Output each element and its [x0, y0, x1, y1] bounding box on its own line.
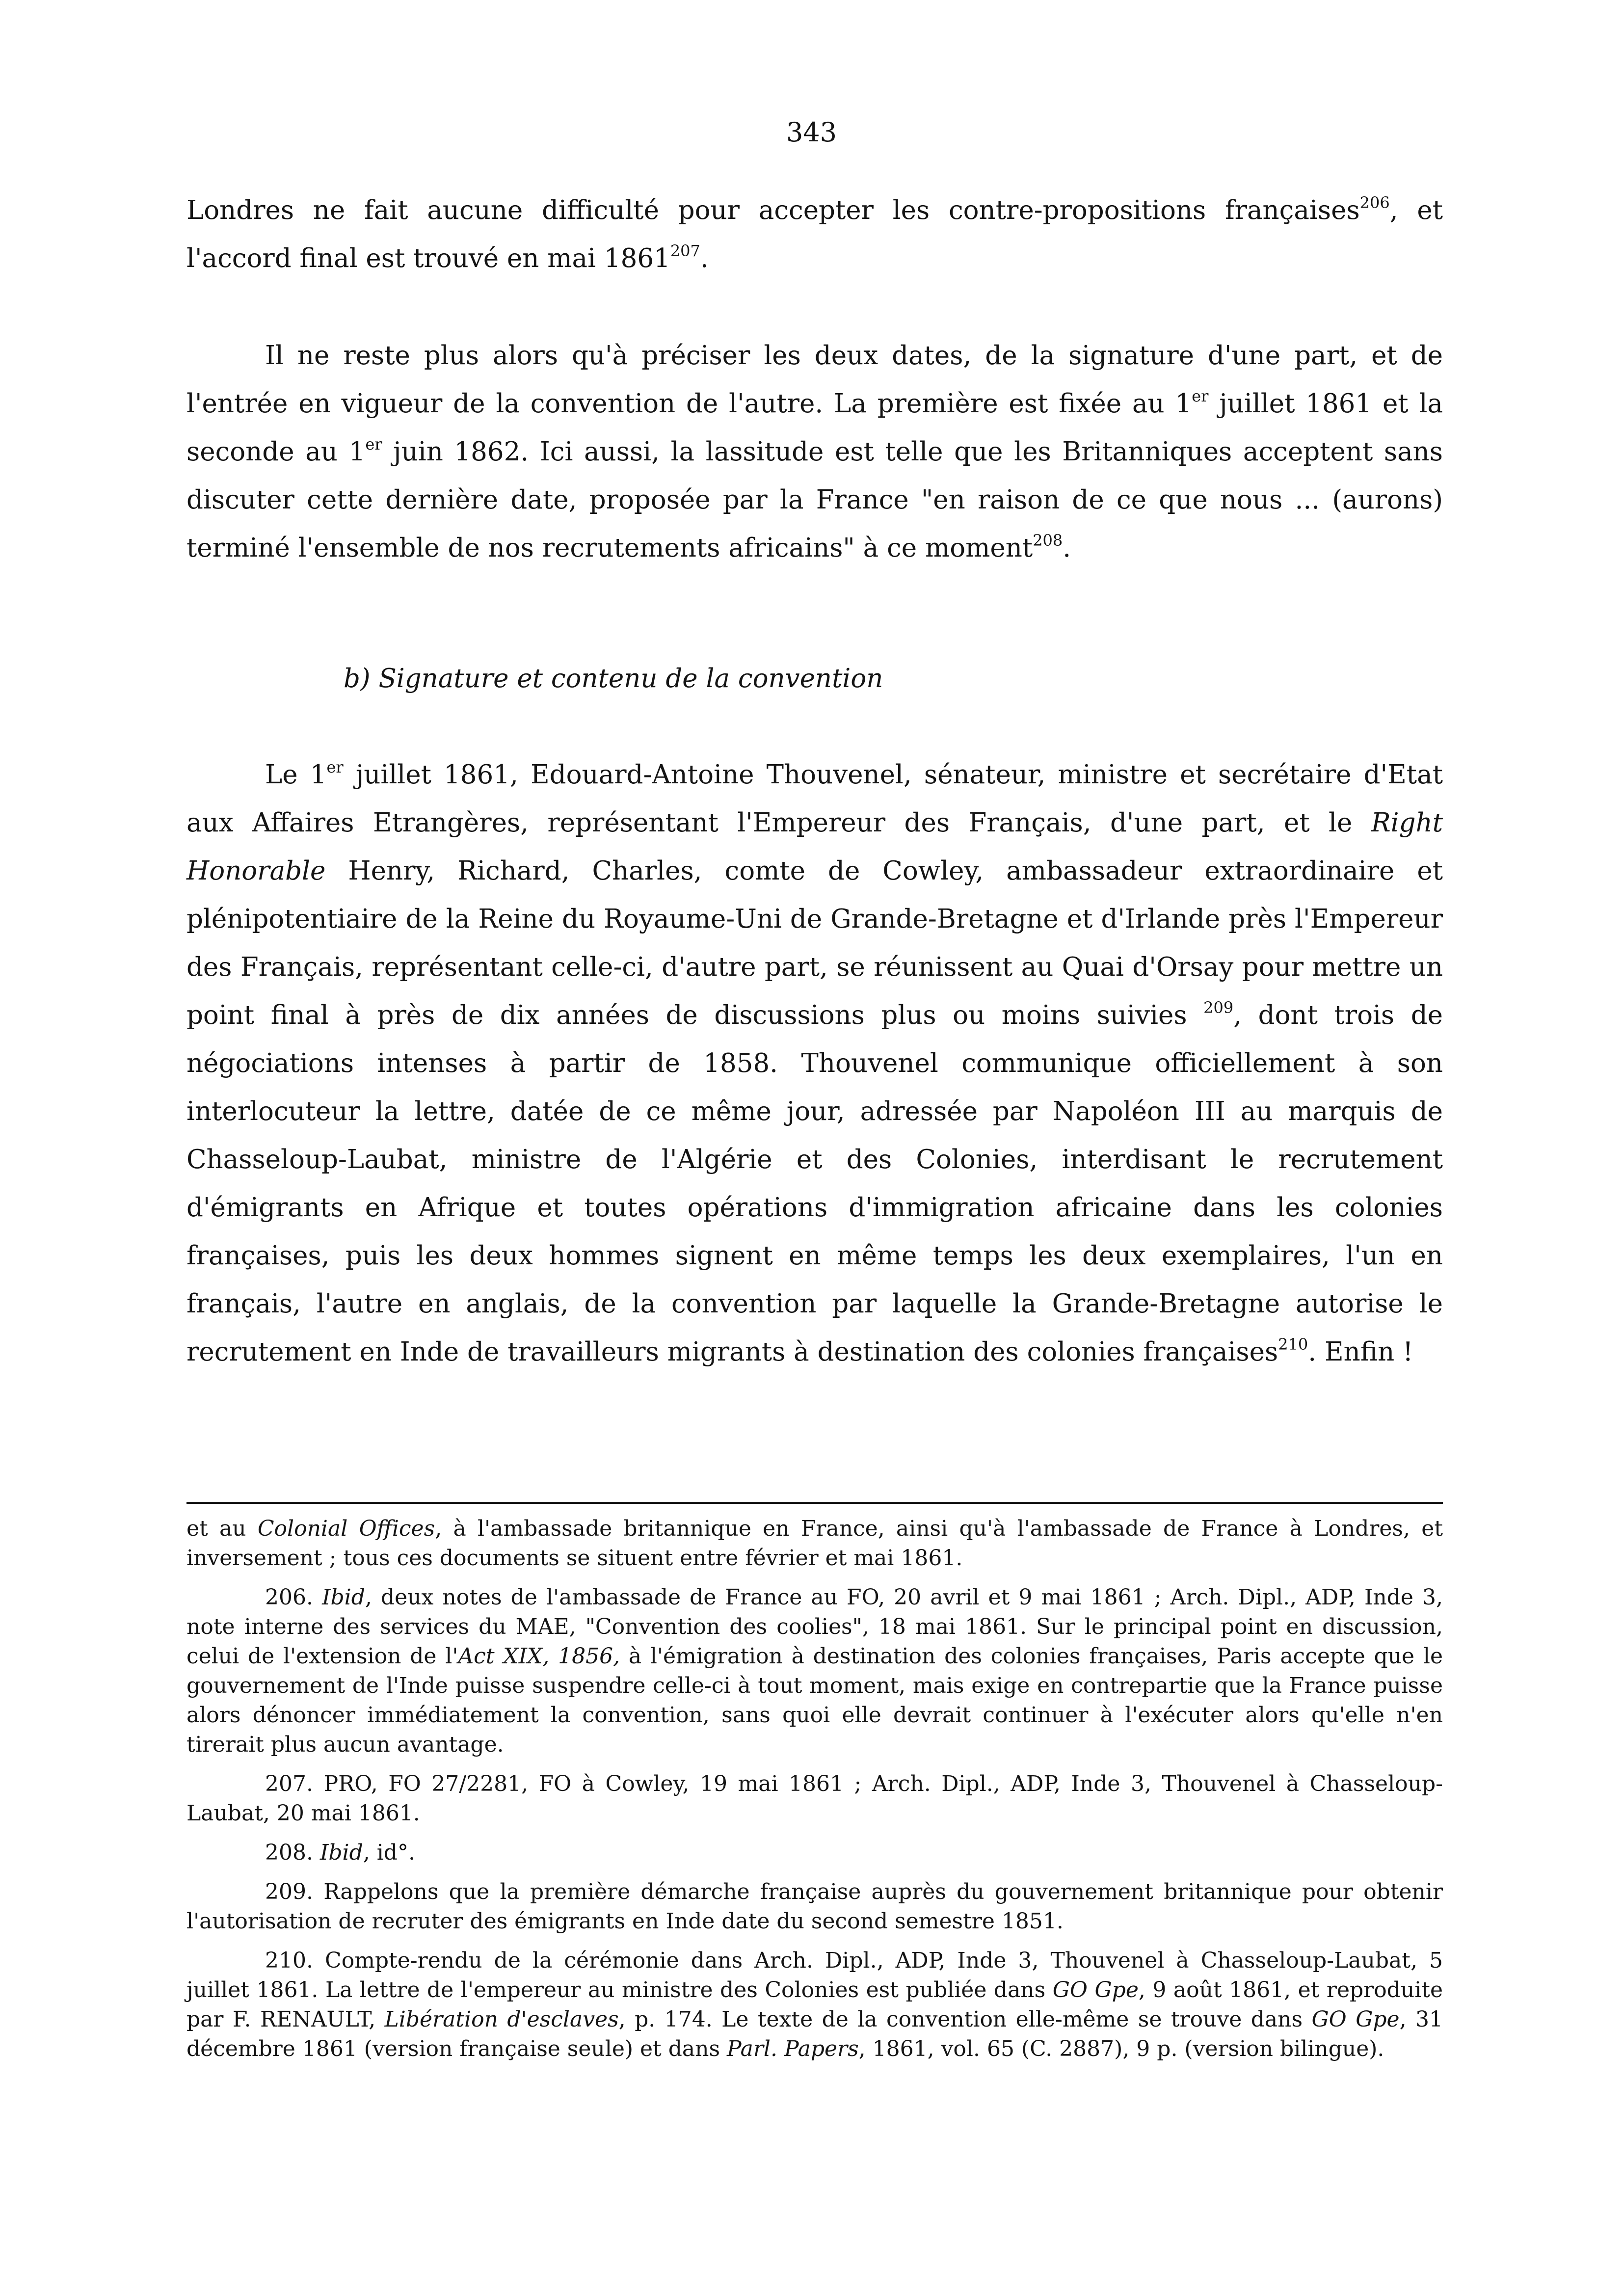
text-run: 210. Compte-rendu de la cérémonie dans Arch. Dipl., ADP, Inde 3, Thouvenel à Chasseloup-Laubat, 5 juillet 1861. La lettre de l'empereur au ministre des Colonies est publiée dans [186, 1948, 1443, 2002]
paragraph-1 [186, 187, 1443, 283]
text-run: 207. PRO, FO 27/2281, FO à Cowley, 19 mai 1861 ; Arch. Dipl., ADP, Inde 3, Thouvenel à Chasseloup-Laubat, 20 mai 1861. [186, 1771, 1443, 1826]
footnote-207 [186, 1769, 1443, 1828]
footnote-ref-206[interactable]: 206 [1359, 193, 1390, 212]
footnote-ref-210[interactable]: 210 [1278, 1335, 1308, 1354]
text-run: , 1861, vol. 65 (C. 2887), 9 p. (version bilingue). [858, 2036, 1384, 2061]
footnote-ref-209[interactable]: 209 [1203, 998, 1234, 1017]
text-run: , 31 décembre 1861 (version française seule) et dans [186, 2007, 1443, 2061]
text-run: 206. [265, 1585, 322, 1610]
footnote-208 [186, 1838, 1443, 1868]
italic-text: GO Gpe [1311, 2007, 1400, 2032]
text-run: , id°. [363, 1840, 415, 1865]
text-run: Le 1 [265, 760, 327, 790]
text-run: , deux notes de l'ambassade de France au FO, 20 avril et 9 mai 1861 ; Arch. Dipl., ADP, Inde 3, note interne des services du MAE, "Convention des coolies", 18 mai 1861. Sur le principal point en discussion, celui de l'extension de l' [186, 1585, 1443, 1669]
italic-text: Parl. Papers [727, 2036, 859, 2061]
text-run: , p. 174. Le texte de la convention elle-même se trouve dans [618, 2007, 1312, 2032]
text-run: juin 1862. Ici aussi, la lassitude est telle que les Britanniques acceptent sans discuter cette dernière date, proposée par la France "en raison de ce que nous ... (aurons) terminé l'ensemble de nos recrutements africains" à ce moment [186, 437, 1443, 563]
superscript-er: er [365, 435, 382, 454]
text-run: Londres ne fait aucune difficulté pour accepter les contre-propositions françaises [186, 195, 1360, 225]
text-run: Henry, Richard, Charles, comte de Cowley, ambassadeur extraordinaire et plénipotentiaire de la Reine du Royaume-Uni de Grande-Bretagne et d'Irlande près l'Empereur des Français, représentant celle-ci, d'autre part, se réunissent au Quai d'Orsay pour mettre un point final à près de dix années de discussions plus ou moins suivies [186, 856, 1443, 1030]
spacer [186, 703, 1443, 751]
footnote-separator [186, 1502, 1443, 1504]
italic-text: Ibid [319, 1840, 363, 1865]
text-run: juillet 1861, Edouard-Antoine Thouvenel, sénateur, ministre et secrétaire d'Etat aux Affaires Etrangères, représentant l'Empereur des Français, d'une part, et le [186, 760, 1443, 838]
italic-text: GO Gpe [1052, 1977, 1139, 2002]
superscript-er: er [1192, 387, 1209, 405]
body-text [186, 187, 1443, 1376]
italic-text: Colonial Offices [257, 1516, 435, 1541]
footnote-209 [186, 1877, 1443, 1936]
footnote-ref-207[interactable]: 207 [670, 241, 700, 260]
text-run: . Enfin ! [1308, 1337, 1413, 1367]
paragraph-2 [186, 332, 1443, 572]
text-run: . [700, 243, 709, 273]
text-run: . [1063, 533, 1071, 563]
superscript-er: er [326, 758, 344, 776]
text-run: , 9 août 1861, et reproduite par F. RENAULT, [186, 1977, 1443, 2032]
spacer [186, 283, 1443, 332]
italic-text: Right Honorable [186, 808, 1443, 886]
text-run: juillet 1861 et la seconde au 1 [186, 389, 1443, 467]
footnote-continuation [186, 1514, 1443, 1573]
text-run: , dont trois de négociations intenses à partir de 1858. Thouvenel communique officiellement à son interlocuteur la lettre, datée de ce même jour, adressée par Napoléon III au marquis de Chasseloup-Laubat, ministre de l'Algérie et des Colonies, interdisant le recrutement d'émigrants en Afrique et toutes opérations d'immigration africaine dans les colonies françaises, puis les deux hommes signent en même temps les deux exemplaires, l'un en français, l'autre en anglais, de la convention par laquelle la Grande-Bretagne autorise le recrutement en Inde de travailleurs migrants à destination des colonies françaises [186, 1000, 1443, 1367]
italic-text: Libération d'esclaves [384, 2007, 619, 2032]
text-run: à l'émigration à destination des colonies françaises, Paris accepte que le gouvernement de l'Inde puisse suspendre celle-ci à tout moment, mais exige en contrepartie que la France puisse alors dénoncer immédiatement la convention, sans quoi elle devrait continuer à l'exécuter alors qu'elle n'en tirerait plus aucun avantage. [186, 1644, 1443, 1757]
italic-text: Act XIX, 1856, [458, 1644, 620, 1669]
spacer [186, 572, 1443, 655]
footnote-206 [186, 1583, 1443, 1760]
text-run: Il ne reste plus alors qu'à préciser les deux dates, de la signature d'une part, et de l'entrée en vigueur de la convention de l'autre. La première est fixée au 1 [186, 341, 1443, 419]
text-run: 209. Rappelons que la première démarche française auprès du gouvernement britannique pour obtenir l'autorisation de recruter des émigrants en Inde date du second semestre 1851. [186, 1879, 1443, 1934]
text-run: , à l'ambassade britannique en France, ainsi qu'à l'ambassade de France à Londres, et inversement ; tous ces documents se situent entre février et mai 1861. [186, 1516, 1443, 1571]
text-run: 208. [265, 1840, 320, 1865]
page-number: 343 [786, 117, 837, 148]
section-heading: b) Signature et contenu de la convention [344, 664, 883, 694]
text-run: , et l'accord final est trouvé en mai 1861 [186, 195, 1443, 273]
text-run: et au [186, 1516, 258, 1541]
paragraph-3 [186, 751, 1443, 1376]
footnote-210 [186, 1946, 1443, 2064]
footnote-ref-208[interactable]: 208 [1033, 531, 1063, 550]
italic-text: Ibid [322, 1585, 365, 1610]
footnotes [186, 1514, 1443, 2074]
